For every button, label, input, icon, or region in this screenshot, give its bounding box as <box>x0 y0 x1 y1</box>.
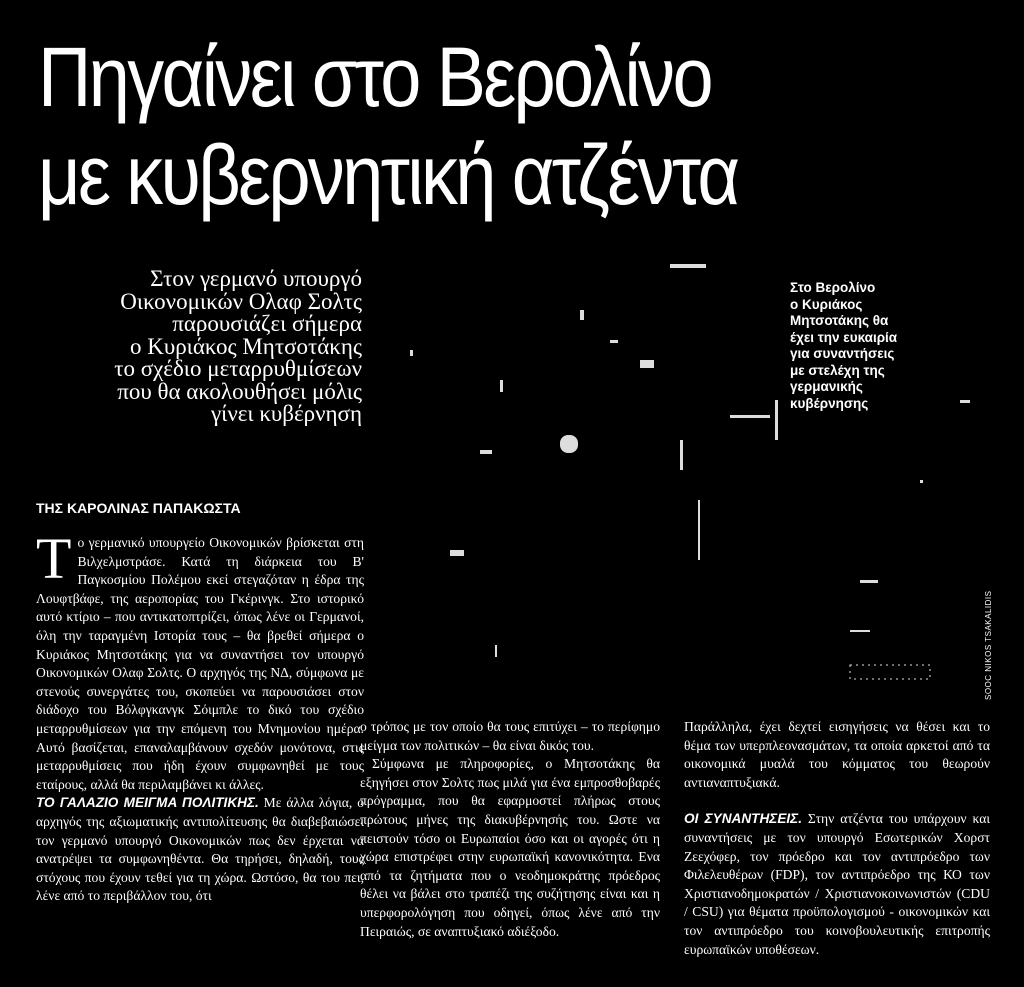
photo-speck <box>640 360 654 368</box>
photo-speck <box>680 440 683 470</box>
subhead-line: το σχέδιο μεταρρυθμίσεων <box>114 356 362 381</box>
photo-speck <box>670 264 706 268</box>
photo-speck <box>860 580 878 583</box>
caption-line: για συναντήσεις <box>790 346 895 361</box>
byline: ΤΗΣ ΚΑΡΟΛΙΝΑΣ ΠΑΠΑΚΩΣΤΑ <box>36 500 241 516</box>
article-paragraph: Σύμφωνα με πληροφορίες, ο Μητσοτάκης θα εξηγήσει στον Σολτς πως μιλά για ένα εμπροσθοβαρές πρόγραμμα, που θα εφαρμοστεί πλήρως στους πρώτους μήνες της διακυβέρνησής του. Ωστε να πειστούν τόσο οι Ευρωπαίοι όσο και οι αγορές ότι η χώρα επιστρέφει στην ευρωπαϊκή κανονικότητα. Ενα από τα ζητήματα που ο νεοδημοκράτης πρόεδρος θέλει να βάλει στο τραπέζι της συζήτησης είναι και η υπερφορολόγηση που οδηγεί, όπως λένε από την Πειραιώς, σε αναπτυξιακό αδιέξοδο. <box>360 756 660 939</box>
caption-line: έχει την ευκαιρία <box>790 329 898 345</box>
section-title: ΤΟ ΓΑΛΑΖΙΟ ΜΕΙΓΜΑ ΠΟΛΙΤΙΚΗΣ. <box>36 795 259 811</box>
photo-credit: SOOC NIKOS TSAKALIDIS <box>984 590 993 700</box>
headline-line-1: Πηγαίνει στο Βερολίνο <box>38 30 711 124</box>
photo-speck <box>730 415 770 418</box>
subhead-line: ο Κυριάκος Μητσοτάκης <box>129 333 362 359</box>
paragraph-text: ο γερμανικό υπουργείο Οικονομικών βρίσκεται στη Βιλχελμστράσε. Κατά τη διάρκεια του Β' Παγκοσμίου Πολέμου εκεί στεγαζόταν η έδρα της Λουφτβάφε, της αεροπορίας του Γκέρινγκ. Στο ιστορικό αυτό κτίριο – που αντικατοπτρίζει, όπως λένε οι Γερμανοί, όλη την ταραγμένη Ιστορία τους – θα βρεθεί σήμερα ο Κυριάκος Μητσοτάκης για να συναντήσει τον υπουργό Οικονομικών Ολαφ Σολτς. Ο αρχηγός της ΝΔ, σύμφωνα με στενούς συνεργάτες του, σκοπεύει να παρουσιάσει στον διάδοχο του Βόλφγκανγκ Σόιμπλε το δικό του σχέδιο μεταρρυθμίσεων για την επόμενη του Μνημονίου ημέρα. Αυτό βασίζεται, επαναλαμβάνουν σχεδόν μονότονα, στις μεταρρυθμίσεις που ήδη έχουν συμφωνηθεί με τους εταίρους, αλλά θα περιλαμβάνει κι άλλες. <box>36 535 364 792</box>
article-paragraph: ο τρόπος με τον οποίο θα τους επιτύχει – το περίφημο μείγμα των πολιτικών – θα είναι δικός του. <box>360 719 660 753</box>
photo-speck <box>850 630 870 632</box>
drop-cap: Τ <box>36 526 72 591</box>
caption-line: Στο Βερολίνο <box>790 280 876 295</box>
article-paragraph <box>36 526 364 794</box>
photo-speck <box>450 550 464 556</box>
photo-speck <box>410 350 413 356</box>
photo-speck <box>495 645 497 657</box>
photo-speck <box>850 665 930 679</box>
subhead-line: που θα ακολουθήσει μόλις <box>117 378 362 404</box>
photo-speck <box>610 340 618 343</box>
caption-line: κυβέρνησης <box>790 395 869 411</box>
article-column-2 <box>360 718 660 941</box>
photo-caption <box>790 280 970 412</box>
photo-speck <box>580 310 584 320</box>
photo-speck <box>698 500 700 560</box>
article-paragraph: Παράλληλα, έχει δεχτεί εισηγήσεις να θέσει και το θέμα των υπερπλεονασμάτων, τα οποία αρκετοί από τα οικονομικά μυαλά του κόμματος του θεωρούν αντιαναπτυξιακά. <box>684 719 990 790</box>
photo-speck <box>775 400 778 440</box>
section-title: ΟΙ ΣΥΝΑΝΤΗΣΕΙΣ. <box>684 811 802 827</box>
caption-line: ο Κυριάκος <box>790 296 863 312</box>
subhead-line: Στον γερμανό υπουργό <box>150 266 362 291</box>
subhead-line: Οικονομικών Ολαφ Σολτς <box>120 288 362 314</box>
photo-speck <box>920 480 923 483</box>
article-paragraph <box>36 794 364 906</box>
paragraph-text: Με άλλα λόγια, ο αρχηγός της αξιωματικής αντιπολίτευσης θα διαβεβαιώσει τον γερμανό υπουργό Οικονομικών πως δεν έρχεται να ανατρέψει τα συμφωνηθέντα. Θα τηρήσει, δηλαδή, τους στόχους που έχουν τεθεί για τη χώρα. Ωστόσο, θα του πει, λένε από το περιβάλλον του, ότι <box>36 795 364 904</box>
article-column-3 <box>684 718 990 959</box>
article-column-1 <box>36 526 364 906</box>
caption-line: Μητσοτάκης θα <box>790 313 889 328</box>
headline <box>38 28 883 224</box>
headline-line-2: με κυβερνητική ατζέντα <box>38 128 738 222</box>
subhead-line: παρουσιάζει σήμερα <box>172 311 362 336</box>
photo-speck <box>480 450 492 454</box>
caption-line: γερμανικής <box>790 379 863 394</box>
subhead-line: γίνει κυβέρνηση <box>210 401 362 426</box>
subheadline <box>40 268 362 426</box>
caption-line: με στελέχη της <box>790 362 885 378</box>
photo-speck <box>500 380 503 392</box>
photo-speck <box>560 435 578 453</box>
article-paragraph <box>684 810 990 959</box>
paragraph-text: Στην ατζέντα του υπάρχουν και συναντήσεις με τον υπουργό Εσωτερικών Χορστ Ζεεχόφερ, τον πρόεδρο και τον αντιπρόεδρο των Φιλελευθέρων (FDP), τον αντιπρόεδρο της ΚΟ των Χριστιανοδημοκρατών / Χριστιανοκοινωνιστών (CDU / CSU) για θέματα προϋπολογισμού - οικονομικών και τον αντιπρόεδρο του κοινοβουλευτικής επιτροπής ευρωπαϊκών υποθέσεων. <box>684 811 990 957</box>
